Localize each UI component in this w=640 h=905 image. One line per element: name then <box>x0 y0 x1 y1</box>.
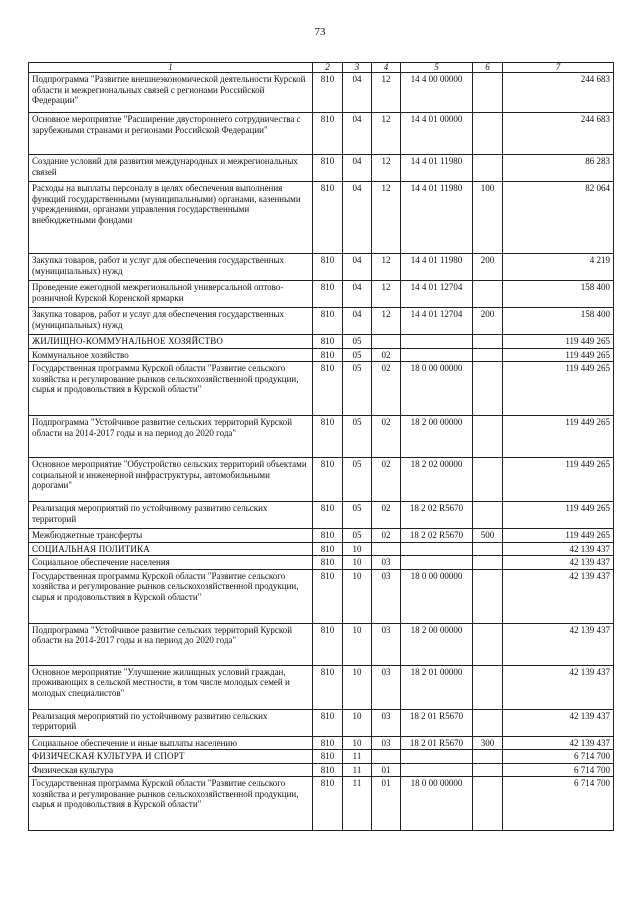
table-row <box>29 308 614 335</box>
row-name: Коммунальное хозяйство <box>29 348 313 362</box>
table-row <box>29 416 614 458</box>
row-subsection: 02 <box>372 458 401 502</box>
row-expense-type <box>473 348 503 362</box>
row-amount: 6 714 700 <box>503 777 614 831</box>
row-target-article: 14 4 01 11980 <box>401 155 473 182</box>
table-row <box>29 736 614 750</box>
row-subsection: 03 <box>372 709 401 736</box>
table-row <box>29 73 614 113</box>
row-subsection <box>372 335 401 349</box>
row-target-article <box>401 542 473 556</box>
row-name: ФИЗИЧЕСКАЯ КУЛЬТУРА И СПОРТ <box>29 750 313 764</box>
row-amount: 86 283 <box>503 155 614 182</box>
row-code: 810 <box>313 777 343 831</box>
row-name: Социальное обеспечение населения <box>29 556 313 570</box>
row-section: 05 <box>343 502 372 529</box>
row-subsection: 01 <box>372 777 401 831</box>
row-subsection: 12 <box>372 308 401 335</box>
row-section: 10 <box>343 665 372 709</box>
row-section: 10 <box>343 623 372 665</box>
row-section: 04 <box>343 308 372 335</box>
row-target-article: 18 0 00 00000 <box>401 569 473 623</box>
row-name: Реализация мероприятий по устойчивому развитию сельских территорий <box>29 502 313 529</box>
row-subsection: 12 <box>372 281 401 308</box>
row-subsection: 03 <box>372 623 401 665</box>
page-number: 73 <box>314 26 326 38</box>
header-col-4: 4 <box>372 63 401 73</box>
row-subsection: 12 <box>372 254 401 281</box>
row-amount: 119 449 265 <box>503 529 614 543</box>
header-col-3: 3 <box>343 63 372 73</box>
row-expense-type <box>473 777 503 831</box>
header-col-2: 2 <box>313 63 343 73</box>
row-code: 810 <box>313 155 343 182</box>
row-section: 10 <box>343 556 372 570</box>
row-subsection: 02 <box>372 348 401 362</box>
row-expense-type <box>473 335 503 349</box>
table-row <box>29 182 614 254</box>
table-row <box>29 556 614 570</box>
table-body <box>29 73 614 831</box>
row-subsection: 12 <box>372 182 401 254</box>
row-target-article: 14 4 01 00000 <box>401 113 473 155</box>
row-code: 810 <box>313 709 343 736</box>
row-amount: 42 139 437 <box>503 556 614 570</box>
row-code: 810 <box>313 281 343 308</box>
row-code: 810 <box>313 335 343 349</box>
row-section: 04 <box>343 182 372 254</box>
row-name: Закупка товаров, работ и услуг для обеспечения государственных (муниципальных) нужд <box>29 254 313 281</box>
row-amount: 158 400 <box>503 281 614 308</box>
row-expense-type <box>473 623 503 665</box>
row-target-article: 14 4 01 11980 <box>401 182 473 254</box>
row-target-article: 14 4 01 12704 <box>401 281 473 308</box>
row-section: 04 <box>343 281 372 308</box>
table-row <box>29 362 614 416</box>
row-code: 810 <box>313 73 343 113</box>
row-amount: 119 449 265 <box>503 362 614 416</box>
row-name: Создание условий для развития международных и межрегиональных связей <box>29 155 313 182</box>
row-amount: 119 449 265 <box>503 348 614 362</box>
row-name: Физическая культура <box>29 763 313 777</box>
row-code: 810 <box>313 556 343 570</box>
table-row <box>29 665 614 709</box>
row-section: 05 <box>343 348 372 362</box>
table-row <box>29 709 614 736</box>
row-amount: 82 064 <box>503 182 614 254</box>
row-expense-type <box>473 502 503 529</box>
row-name: Расходы на выплаты персоналу в целях обеспечения выполнения функций государственными (муниципальными) органами, казенными учреждениями, органами управления государственными внебюджетными фондами <box>29 182 313 254</box>
row-section: 04 <box>343 113 372 155</box>
row-target-article: 18 2 02 R5670 <box>401 529 473 543</box>
row-target-article <box>401 335 473 349</box>
row-name: Государственная программа Курской области "Развитие сельского хозяйства и регулирование рынков сельскохозяйственной продукции, сырья и продовольствия в Курской области" <box>29 362 313 416</box>
row-amount: 42 139 437 <box>503 569 614 623</box>
row-expense-type <box>473 542 503 556</box>
table-row <box>29 348 614 362</box>
row-code: 810 <box>313 362 343 416</box>
row-expense-type <box>473 569 503 623</box>
row-section: 04 <box>343 254 372 281</box>
row-subsection: 02 <box>372 362 401 416</box>
row-target-article: 18 2 02 R5670 <box>401 502 473 529</box>
table-header-row <box>29 63 614 73</box>
row-code: 810 <box>313 502 343 529</box>
row-target-article: 18 2 01 R5670 <box>401 736 473 750</box>
row-code: 810 <box>313 113 343 155</box>
row-amount: 119 449 265 <box>503 502 614 529</box>
row-name: Подпрограмма "Развитие внешнеэкономической деятельности Курской области и межрегиональных связей с регионами Российской Федерации" <box>29 73 313 113</box>
row-expense-type: 200 <box>473 308 503 335</box>
row-amount: 119 449 265 <box>503 458 614 502</box>
table-row <box>29 569 614 623</box>
row-subsection: 03 <box>372 665 401 709</box>
row-code: 810 <box>313 763 343 777</box>
row-expense-type <box>473 750 503 764</box>
row-subsection: 02 <box>372 502 401 529</box>
table-row <box>29 458 614 502</box>
row-expense-type <box>473 416 503 458</box>
table-row <box>29 335 614 349</box>
row-amount: 42 139 437 <box>503 736 614 750</box>
row-name: Реализация мероприятий по устойчивому развитию сельских территорий <box>29 709 313 736</box>
row-amount: 4 219 <box>503 254 614 281</box>
table-row <box>29 777 614 831</box>
row-section: 04 <box>343 155 372 182</box>
row-target-article: 14 4 01 12704 <box>401 308 473 335</box>
row-code: 810 <box>313 416 343 458</box>
row-expense-type <box>473 556 503 570</box>
table-row <box>29 763 614 777</box>
row-subsection: 01 <box>372 763 401 777</box>
row-amount: 42 139 437 <box>503 709 614 736</box>
row-section: 10 <box>343 542 372 556</box>
row-expense-type <box>473 362 503 416</box>
row-subsection: 12 <box>372 113 401 155</box>
row-expense-type <box>473 73 503 113</box>
row-name: Проведение ежегодной межрегиональной универсальной оптово-розничной Курской Коренской ярмарки <box>29 281 313 308</box>
row-section: 05 <box>343 362 372 416</box>
header-col-5: 5 <box>401 63 473 73</box>
row-target-article <box>401 750 473 764</box>
header-col-7: 7 <box>503 63 614 73</box>
row-code: 810 <box>313 569 343 623</box>
row-code: 810 <box>313 623 343 665</box>
row-amount: 244 683 <box>503 113 614 155</box>
row-expense-type: 200 <box>473 254 503 281</box>
row-expense-type <box>473 665 503 709</box>
table-row <box>29 529 614 543</box>
row-section: 11 <box>343 777 372 831</box>
row-subsection: 12 <box>372 73 401 113</box>
row-code: 810 <box>313 529 343 543</box>
row-expense-type <box>473 763 503 777</box>
row-target-article: 18 2 02 00000 <box>401 458 473 502</box>
row-amount: 42 139 437 <box>503 623 614 665</box>
row-name: ЖИЛИЩНО-КОММУНАЛЬНОЕ ХОЗЯЙСТВО <box>29 335 313 349</box>
row-target-article: 18 0 00 00000 <box>401 362 473 416</box>
row-subsection: 03 <box>372 569 401 623</box>
row-name: Социальное обеспечение и иные выплаты населению <box>29 736 313 750</box>
table-row <box>29 542 614 556</box>
row-section: 10 <box>343 569 372 623</box>
row-amount: 6 714 700 <box>503 750 614 764</box>
row-subsection: 02 <box>372 529 401 543</box>
row-subsection <box>372 542 401 556</box>
row-amount: 158 400 <box>503 308 614 335</box>
row-code: 810 <box>313 750 343 764</box>
row-amount: 6 714 700 <box>503 763 614 777</box>
row-target-article <box>401 348 473 362</box>
row-section: 11 <box>343 763 372 777</box>
row-target-article <box>401 556 473 570</box>
row-code: 810 <box>313 542 343 556</box>
row-subsection: 03 <box>372 736 401 750</box>
row-section: 05 <box>343 458 372 502</box>
row-code: 810 <box>313 665 343 709</box>
row-target-article: 18 2 01 R5670 <box>401 709 473 736</box>
table-row <box>29 750 614 764</box>
row-code: 810 <box>313 182 343 254</box>
row-section: 05 <box>343 416 372 458</box>
row-expense-type <box>473 458 503 502</box>
row-section: 10 <box>343 736 372 750</box>
row-target-article: 18 2 00 00000 <box>401 623 473 665</box>
table-row <box>29 623 614 665</box>
row-name: СОЦИАЛЬНАЯ ПОЛИТИКА <box>29 542 313 556</box>
row-name: Межбюджетные трансферты <box>29 529 313 543</box>
row-name: Государственная программа Курской области "Развитие сельского хозяйства и регулирование рынков сельскохозяйственной продукции, сырья и продовольствия в Курской области" <box>29 777 313 831</box>
table-row <box>29 254 614 281</box>
row-expense-type: 300 <box>473 736 503 750</box>
row-name: Основное мероприятие "Улучшение жилищных условий граждан, проживающих в сельской местности, в том числе молодых семей и молодых специалистов" <box>29 665 313 709</box>
row-section: 10 <box>343 709 372 736</box>
row-target-article: 18 2 00 00000 <box>401 416 473 458</box>
row-code: 810 <box>313 254 343 281</box>
row-expense-type <box>473 709 503 736</box>
row-amount: 119 449 265 <box>503 416 614 458</box>
row-section: 11 <box>343 750 372 764</box>
table-row <box>29 155 614 182</box>
row-section: 05 <box>343 335 372 349</box>
row-target-article: 14 4 00 00000 <box>401 73 473 113</box>
header-col-1: 1 <box>29 63 313 73</box>
row-target-article <box>401 763 473 777</box>
row-section: 05 <box>343 529 372 543</box>
row-expense-type: 100 <box>473 182 503 254</box>
row-section: 04 <box>343 73 372 113</box>
row-name: Основное мероприятие "Расширение двустороннего сотрудничества с зарубежными странами и регионами Российской Федерации" <box>29 113 313 155</box>
row-expense-type <box>473 155 503 182</box>
table-row <box>29 502 614 529</box>
row-expense-type <box>473 281 503 308</box>
row-subsection: 02 <box>372 416 401 458</box>
row-amount: 244 683 <box>503 73 614 113</box>
row-code: 810 <box>313 458 343 502</box>
header-col-6: 6 <box>473 63 503 73</box>
row-subsection <box>372 750 401 764</box>
row-code: 810 <box>313 308 343 335</box>
row-code: 810 <box>313 348 343 362</box>
table-row <box>29 281 614 308</box>
row-amount: 119 449 265 <box>503 335 614 349</box>
row-expense-type: 500 <box>473 529 503 543</box>
budget-table <box>28 62 614 831</box>
row-subsection: 03 <box>372 556 401 570</box>
row-subsection: 12 <box>372 155 401 182</box>
row-code: 810 <box>313 736 343 750</box>
row-expense-type <box>473 113 503 155</box>
row-target-article: 18 2 01 00000 <box>401 665 473 709</box>
row-name: Закупка товаров, работ и услуг для обеспечения государственных (муниципальных) нужд <box>29 308 313 335</box>
row-name: Подпрограмма "Устойчивое развитие сельских территорий Курской области на 2014-2017 годы и на период до 2020 года" <box>29 416 313 458</box>
table-row <box>29 113 614 155</box>
row-amount: 42 139 437 <box>503 542 614 556</box>
row-name: Подпрограмма "Устойчивое развитие сельских территорий Курской области на 2014-2017 годы и на период до 2020 года" <box>29 623 313 665</box>
row-target-article: 14 4 01 11980 <box>401 254 473 281</box>
row-name: Основное мероприятие "Обустройство сельских территорий объектами социальной и инженерной инфраструктуры, автомобильными дорогами" <box>29 458 313 502</box>
row-name: Государственная программа Курской области "Развитие сельского хозяйства и регулирование рынков сельскохозяйственной продукции, сырья и продовольствия в Курской области" <box>29 569 313 623</box>
row-target-article: 18 0 00 00000 <box>401 777 473 831</box>
row-amount: 42 139 437 <box>503 665 614 709</box>
